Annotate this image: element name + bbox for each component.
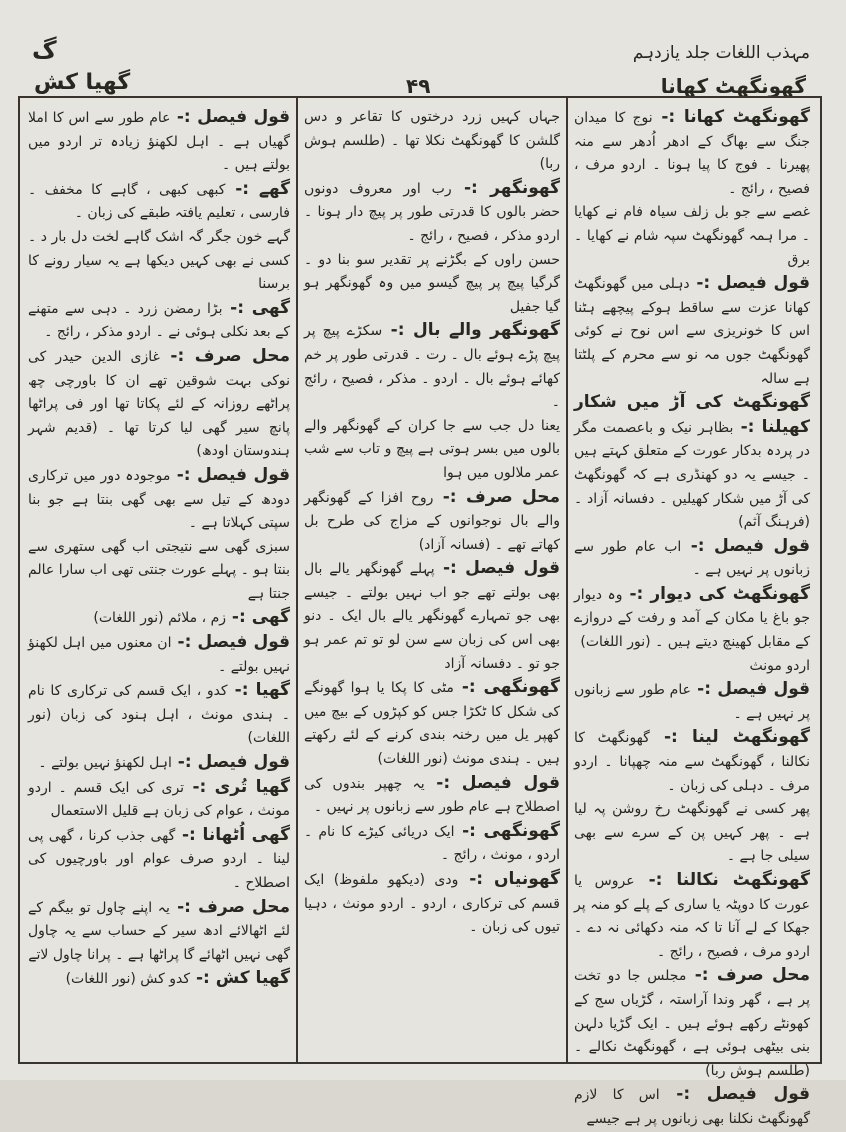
entry-text: کبھی کبھی ، گاہے کا مخفف ۔ فارسی ، تعلیم یافتہ طبقے کی زبان ۔	[28, 181, 290, 222]
entry-text: بظاہر نیک و باعصمت مگر در پردہ بدکار عورت کے متعلق کہتے ہیں ۔ جیسے یہ دو کھنڈری ہے کہ گھونگھٹ کی آڑ میں شکار کھیلیں ۔ دفسانہ آزاد ۔ (فرہنگ آثم)	[574, 419, 810, 531]
entry-headword: قول فیصل :-	[171, 632, 290, 653]
column-divider	[566, 96, 568, 1062]
entry-text: رب اور معروف دونوں حضر بالوں کا قدرتی طور پر پیچ دار ہونا ۔ اردو مذکر ، فصیح ، رائج ۔	[304, 180, 560, 244]
dictionary-entry	[304, 319, 560, 414]
entry-headword: گھیا کش :-	[190, 968, 290, 989]
dictionary-entry	[574, 391, 810, 535]
entry-headword: قول فیصل :-	[434, 558, 560, 579]
entry-headword: محل صرف :-	[159, 345, 290, 366]
entry-text: یہ اپنے چاول تو بیگم کے لئے اٹھالائے ادھ سیر کے حساب سے یہ چاول گھی نہیں اٹھائے گا پراٹھا ہے ۔ پرانا چاول لاتے	[28, 899, 290, 963]
entry-text: ایک دریائی کیڑے کا نام ۔ اردو ، مونث ، رائج ۔	[304, 823, 560, 864]
entry-text: اردو مونث	[749, 657, 810, 674]
entry-headword: محل صرف :-	[433, 486, 560, 507]
dictionary-entry	[304, 676, 560, 771]
entry-headword: قول فیصل :-	[689, 273, 811, 294]
entry-text: دہلی میں گھونگھٹ کھانا عزت سے ساقط ہوکے پیچھے ہٹنا اس کا خونریزی سے اس نوح نے کوئی گھونگھٹ جوں مہ نو سے محرم کے پلٹتا ہے سالہ	[574, 276, 810, 387]
section-letter: گ	[32, 36, 57, 64]
dictionary-entry	[28, 824, 290, 896]
entry-text: حسن راوں کے بگڑنے پر تقدیر سو بنا دو ۔ گرگیا پیچ پر پیچ گیسو میں وہ گھونگھر ہو گیا جفیل	[304, 251, 560, 315]
entry-headword: قول فیصل :-	[171, 752, 290, 773]
last-headword: گھیا کش	[34, 70, 131, 95]
entry-text: اب عام طور سے زبانوں پر نہیں ہے ۔	[574, 538, 810, 579]
entry-headword: گھی :-	[222, 297, 290, 318]
entry-headword: گھے :-	[225, 178, 291, 199]
dictionary-entry	[304, 106, 560, 177]
entry-headword: قول فیصل :-	[690, 679, 810, 700]
entry-headword: گھونگھٹ کی آڑ میں شکار کھیلنا :-	[574, 392, 810, 437]
dictionary-entry	[574, 798, 810, 869]
entry-text: غازی الدین حیدر کی نوکی بہت شوقین تھے ان کا باورچی چھ پراٹھے روزانہ کے لئے پکاتا تھا اور فی پراٹھا پانچ سیر گھی لیا کرتا تھا ۔ (قدیم شہر ہندوستان اودھ)	[28, 348, 290, 460]
entry-headword: گھیا :-	[227, 680, 291, 701]
dictionary-entry	[574, 1083, 810, 1131]
entry-text: سکڑے پیچ پر پیچ پڑے ہوئے بال ۔ رت ۔ قدرتی طور پر خم کھائے ہوئے بال ۔ اردو ۔ مذکر ، فصیح ، رائج ۔	[304, 323, 560, 411]
entry-text: یعنا دل جب سے جا کران کے گھونگھر والے بالوں میں بسر ہوتی ہے پیچ و تاب سے شب عمر ملالوں میں ہوا	[304, 417, 560, 481]
dictionary-entry	[28, 464, 290, 536]
entry-headword: محل صرف :-	[686, 965, 810, 986]
dictionary-entry	[304, 772, 560, 820]
dictionary-entry	[28, 345, 290, 464]
entry-text: پہلے گھونگھر یالے بال بھی بولتے تھے جو اب نہیں بولتے ۔ جیسے بھی جو تمہارے گھونگھر یالے بال ایک ۔ دنو بھی اس کی زبان سے سن لو تو تم عمر ہو جو تو ۔ دفسانہ آزاد	[304, 561, 560, 672]
entry-text: عروس یا عورت کا دوپٹہ یا ساری کے پلے کو منہ پر جھکا کے لے آنا تا کہ منہ دکھائی نہ دے ۔ اردو مرف ، فصیح ، رائج ۔	[574, 873, 810, 960]
column-divider	[296, 96, 298, 1062]
dictionary-entry	[28, 896, 290, 968]
dictionary-entry	[304, 868, 560, 940]
entry-text: وہ دیوار جو باغ یا مکان کے آمد و رفت کے دروازے کے مقابل کھینچ دیتے ہیں ۔ (نور اللغات)	[574, 586, 810, 651]
dictionary-entry	[28, 606, 290, 631]
dictionary-entry	[304, 486, 560, 558]
entry-text: مجلس جا دو تخت پر ہے ، گھر وندا آراستہ ، گڑیاں سج کے کھونٹے رکھے ہوئے ہیں ۔ ایک گڑیا دلہن بنی بیٹھی ہوئی ہے ، گھونگھٹ نکالے ۔ (طلسم ہوش ربا)	[574, 968, 810, 1079]
volume-title: مہذب اللغات جلد یازدہم	[632, 43, 810, 63]
entry-text: عام طور سے اس کا املا گھیاں ہے ۔ اہل لکھنؤ زیادہ تر اردو میں بولتے ہیں ۔	[28, 110, 290, 174]
column-left	[28, 106, 290, 1050]
entry-headword: قول فیصل :-	[424, 772, 560, 793]
entry-text: تری کی ایک قسم ۔ اردو مونث ، عوام کی زبان ہے قلیل الاستعمال	[28, 779, 290, 820]
dictionary-entry	[28, 297, 290, 345]
entry-headword: گھونگھی :-	[453, 677, 561, 698]
dictionary-entry	[574, 678, 810, 726]
entry-headword: گھونگھٹ کھانا :-	[652, 107, 811, 127]
dictionary-entry	[28, 776, 290, 824]
dictionary-entry	[304, 249, 560, 320]
entry-text: ودی (دیکھو ملفوظ) ایک قسم کی ترکاری ، اردو ۔ اردو مونث ، دہیا تیوں کی زبان ۔	[304, 872, 560, 936]
dictionary-entry	[28, 106, 290, 178]
entry-headword: قول فیصل :-	[170, 107, 290, 127]
entry-text: گہے خون جگر گہ اشک گاہے لخت دل بار د ۔ کسی نے بھی کہیں دیکھا ہے یہ سیار رونے کا برسنا	[28, 228, 290, 293]
first-headword: گھونگھٹ کھانا	[660, 74, 806, 98]
page-number: ۴۹	[406, 74, 431, 98]
entry-text: یہ چھپر بندوں کی اصطلاح ہے عام طور سے زبانوں پر نہیں ۔	[304, 775, 560, 816]
entry-text: روح افزا کے گھونگھر والے بال نوجوانوں کے مزاج کی طرح بل کھاتے تھے ۔ (فسانہ آزاد)	[304, 489, 560, 553]
entry-text: کدو کش (نور اللغات)	[65, 971, 191, 988]
entry-headword: قول فیصل :-	[170, 464, 290, 485]
dictionary-entry	[28, 631, 290, 679]
dictionary-entry	[28, 178, 290, 226]
entry-headword: گھونگھٹ لینا :-	[649, 727, 810, 748]
dictionary-entry	[574, 106, 810, 201]
entry-headword: قول فیصل :-	[659, 1084, 810, 1105]
entry-text: ان معنوں میں اہل لکھنؤ نہیں بولتے ۔	[28, 635, 290, 675]
entry-headword: گھیا تُری :-	[184, 776, 290, 797]
entry-text: سبزی گھی سے نتیجتی اب گھی ستھری سے بنتا ہو ۔ پہلے عورت جنتی تھی اب سارا عالم جنتا ہے	[28, 538, 290, 602]
entry-text: غصے سے جو بل زلف سیاہ فام نے کھایا ۔ مرا ہمہ گھونگھٹ سپہ شام نے کھایا ۔ برق	[574, 204, 810, 268]
dictionary-entry	[574, 583, 810, 655]
entry-text: موجودہ دور میں ترکاری دودھ کے تیل سے بھی گھی بنتا ہے جو بنا سپتی کہلاتا ہے ۔	[28, 467, 290, 532]
page-header	[0, 0, 846, 100]
column-middle	[304, 106, 560, 1050]
dictionary-entry	[28, 536, 290, 607]
dictionary-entry	[574, 869, 810, 964]
entry-text: نوج کا میدان جنگ سے بھاگ کے ادھر اُدھر سے منہ پھیرنا ۔ فوج کا پیا ہونا ۔ اردو مرف ، فصیح ، رائج ۔	[574, 110, 810, 197]
entry-text: کدو ، ایک قسم کی ترکاری کا نام ۔ ہندی مونث ، اہل ہنود کی زبان (نور اللغات)	[28, 683, 290, 747]
entry-text: اہل لکھنؤ نہیں بولتے ۔	[38, 755, 172, 772]
entry-text: بڑا رمضن زرد ۔ دہی سے متھنے کے بعد نکلی ہوئی نے ۔ اردو مذکر ، رائج ۔	[28, 300, 290, 341]
dictionary-entry	[304, 177, 560, 249]
dictionary-entry	[574, 272, 810, 391]
entry-headword: گھی :-	[226, 607, 290, 628]
entry-headword: قول فیصل :-	[681, 535, 810, 556]
dictionary-entry	[574, 201, 810, 272]
dictionary-entry	[304, 820, 560, 868]
entry-text: پھر کسی نے گھونگھٹ رخ روشن پہ لیا ہے ۔ پھر کہیں پن کے سرے سے بھی سیلی جا ہے ۔	[574, 801, 810, 865]
entry-text: عام طور سے زبانوں پر نہیں ہے ۔	[574, 682, 810, 722]
column-right	[574, 106, 811, 1127]
entry-headword: محل صرف :-	[169, 896, 291, 917]
dictionary-entry	[574, 726, 810, 798]
dictionary-entry	[28, 967, 290, 992]
dictionary-entry	[28, 226, 290, 297]
dictionary-entry	[574, 535, 810, 583]
entry-text: گھونگھٹ کا نکالنا ، گھونگھٹ سے منہ چھپانا ۔ اردو مرف ۔ دہلی کی زبان ۔	[574, 730, 810, 794]
entry-headword: گھونگھر والے بال :-	[382, 320, 560, 341]
entry-headword: گھونگھی :-	[454, 820, 560, 841]
entry-headword: گھونگھر :-	[451, 177, 560, 198]
dictionary-entry	[574, 655, 810, 679]
entry-headword: گھونیاں :-	[458, 869, 560, 889]
dictionary-entry	[28, 751, 290, 776]
dictionary-entry	[304, 557, 560, 676]
entry-text: مٹی کا پکا یا ہوا گھونگے کی شکل کا ٹکڑا جس کو کپڑوں کے بیچ میں کھپر یل میں رخنہ بندی کرنے کے لئے رکھتے ہیں ۔ ہندی مونث (نور اللغات)	[304, 680, 560, 768]
dictionary-entry	[574, 964, 810, 1083]
entry-headword: گھونگھٹ نکالنا :-	[634, 870, 810, 890]
entry-text: گھی جذب کرنا ، گھی پی لینا ۔ اردو صرف عوام اور باورچیوں کی اصطلاح ۔	[28, 827, 290, 891]
dictionary-entry	[28, 679, 290, 751]
entry-headword: گھی اُٹھانا :-	[175, 824, 290, 845]
entry-headword: گھونگھٹ کی دیوار :-	[622, 583, 810, 604]
entry-text: زم ، ملائم (نور اللغات)	[93, 610, 226, 627]
dictionary-entry	[304, 415, 560, 486]
entry-text: جہاں کہیں زرد درختوں کا تقاعر و دس گلشن کا گھونگھٹ نکلا تھا ۔ (طلسم ہوش ربا)	[304, 109, 560, 173]
entry-text: اس کا لازم گھونگھٹ نکلنا بھی زبانوں پر ہے جیسے	[574, 1087, 810, 1127]
